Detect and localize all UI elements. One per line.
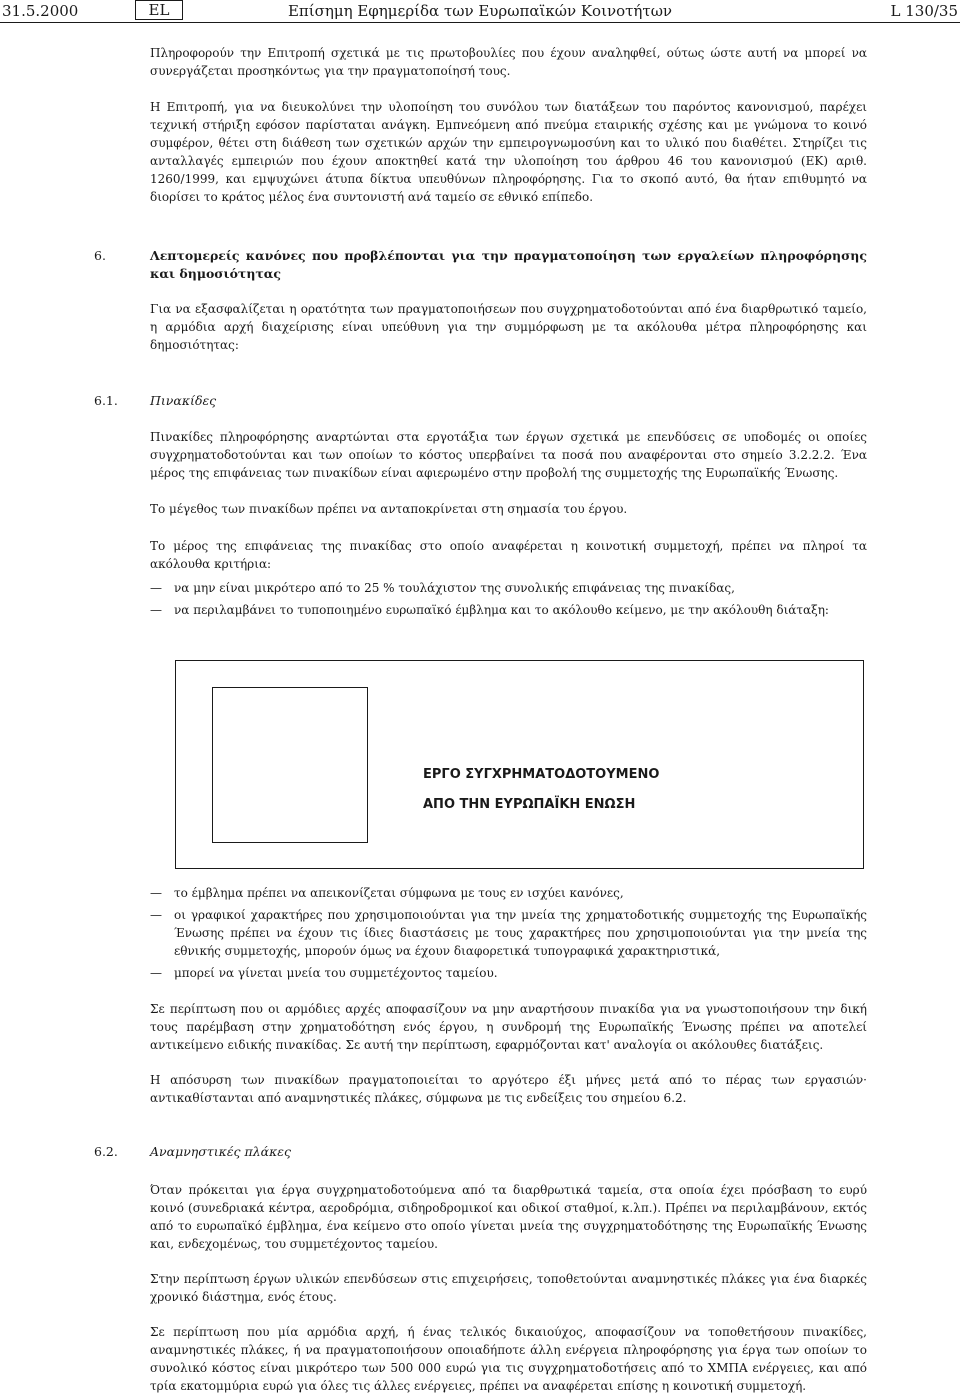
section-title: Πινακίδες (150, 393, 217, 408)
list-item: — το έμβλημα πρέπει να απεικονίζεται σύμφωνα με τους εν ισχύει κανόνες, (150, 886, 624, 900)
billboard-sample (175, 660, 864, 869)
language-badge: EL (135, 0, 183, 20)
section-6-2-paragraph-1: Όταν πρόκειται για έργα συγχρηματοδοτούμενα από τα διαρθρωτικά ταμεία, στα οποία έχει πρόσβαση το ευρύ κοινό (συνεδριακά κέντρα, αεροδρόμια, σιδηροδρομικοί και οδικοί σταθμοί, κ.λπ.). Πρέπει να περιλαμβάνουν, εκτός από το ευρωπαϊκό έμβλημα, ένα κείμενο στο οποίο γίνεται μνεία της συγχρηματοδότησης της Ευρωπαϊκής Ένωσης και, ενδεχομένως, του συμμετέχοντος ταμείου. (150, 1183, 867, 1251)
section-title: Αναμνηστικές πλάκες (150, 1144, 291, 1159)
list-item: — να περιλαμβάνει το τυποποιημένο ευρωπαϊκό έμβλημα και το ακόλουθο κείμενο, με την ακόλουθη διάταξη: (150, 603, 829, 617)
emblem-rules-list (150, 884, 867, 982)
publication-date: 31.5.2000 (2, 2, 79, 20)
dash-marker: — (150, 581, 162, 595)
intro-paragraph-1: Πληροφορούν την Επιτροπή σχετικά με τις πρωτοβουλίες που έχουν αναληφθεί, ούτως ώστε αυτή να μπορεί να συνεργάζεται προσηκόντως για την πραγματοποίησή τους. (150, 46, 867, 78)
section-6-2-paragraph-3: Σε περίπτωση που μία αρμόδια αρχή, ή ένας τελικός δικαιούχος, αποφασίζουν να τοποθετήσουν πινακίδες, αναμνηστικές πλάκες, ή να πραγματοποιήσουν οποιαδήποτε άλλη ενέργεια πληροφόρησης για έργα των οποίων το συνολικό κόστος είναι μικρότερο των 500 000 ευρώ για τις συγχρηματοδοτήσεις από το ΧΜΠΑ ενέργειες, και από τρία εκατομμύρια ευρώ για όλες τις άλλες ενέργειες, πρέπει να αναφέρεται επίσης η κοινοτική συμμετοχή. (150, 1325, 867, 1393)
list-item: — μπορεί να γίνεται μνεία του συμμετέχοντος ταμείου. (150, 966, 498, 980)
section-6-paragraph: Για να εξασφαλίζεται η ορατότητα των πραγματοποιήσεων που συγχρηματοδοτούνται από ένα διαρθρωτικό ταμείο, η αρμόδια αρχή διαχείρισης είναι υπεύθυνη για την συμμόρφωση με τα ακόλουθα μέτρα πληροφόρησης και δημοσιότητας: (150, 302, 867, 352)
page-number: L 130/35 (890, 2, 958, 20)
european-emblem-placeholder (212, 687, 368, 843)
dash-marker: — (150, 886, 162, 900)
section-number: 6.1. (94, 393, 118, 408)
header-divider (0, 22, 960, 23)
dash-marker: — (150, 908, 162, 922)
page-header (0, 0, 960, 24)
section-6-2-paragraph-2: Στην περίπτωση έργων υλικών επενδύσεων στις επιχειρήσεις, τοποθετούνται αναμνηστικές πλάκες για ένα διαρκές χρονικό διάστημα, ενός έτους. (150, 1272, 867, 1304)
section-6-1-paragraph-1: Πινακίδες πληροφόρησης αναρτώνται στα εργοτάξια των έργων σχετικά με επενδύσεις σε υποδομές οι οποίες συγχρηματοδοτούνται και των οποίων το κόστος υπερβαίνει τα ποσά που αναφέρονται στο σημείο 3.2.2.2. Ένα μέρος της επιφάνειας των πινακίδων είναι αφιερωμένο στην προβολή της συμμετοχής της Ευρωπαϊκής Ένωσης. (150, 430, 867, 480)
billboard-text-line-2: ΑΠΟ ΤΗΝ ΕΥΡΩΠΑΪΚΗ ΕΝΩΣΗ (423, 797, 636, 812)
section-title: Λεπτομερείς κανόνες που προβλέπονται για την πραγματοποίηση των εργαλείων πληροφόρησης και δημοσιότητας (150, 248, 867, 281)
list-item: — οι γραφικοί χαρακτήρες που χρησιμοποιούνται για την μνεία της χρηματοδοτικής συμμετοχής της Ευρωπαϊκής Ένωσης πρέπει να έχουν τις ίδιες διαστάσεις με τους χαρακτήρες που χρησιμοποιούνται για την μνεία της εθνικής συμμετοχής, μπορούν όμως να έχουν διαφορετικά τυπογραφικά χαρακτηριστικά, (150, 908, 867, 958)
criteria-list (150, 579, 867, 619)
dash-marker: — (150, 966, 162, 980)
section-6-1-paragraph-2: Το μέγεθος των πινακίδων πρέπει να ανταποκρίνεται στη σημασία του έργου. (150, 502, 628, 516)
section-6-1-paragraph-3: Το μέρος της επιφάνειας της πινακίδας στο οποίο αναφέρεται η κοινοτική συμμετοχή, πρέπει να πληροί τα ακόλουθα κριτήρια: (150, 539, 867, 571)
intro-paragraph-2: Η Επιτροπή, για να διευκολύνει την υλοποίηση του συνόλου των διατάξεων του παρόντος κανονισμού, παρέχει τεχνική στήριξη εφόσον παρίσταται ανάγκη. Εμπνεόμενη από πνεύμα εταιρικής σχέσης και με γνώμονα το κοινό συμφέρον, θέτει στη διάθεση των σχετικών αρχών την εμπειρογνωμοσύνη και το υλικό που διαθέτει. Στηρίζει τις ανταλλαγές εμπειριών που έχουν αποκτηθεί κατά την υλοποίηση του άρθρου 46 του κανονισμού (ΕΚ) αριθ. 1260/1999, και εμψυχώνει άτυπα δίκτυα υπευθύνων πληροφόρησης. Για το σκοπό αυτό, θα ήταν επιθυμητό να διορίσει το κράτος μέλος ένα συντονιστή ανά ταμείο σε εθνικό επίπεδο. (150, 100, 867, 204)
journal-title: Επίσημη Εφημερίδα των Ευρωπαϊκών Κοινοτήτων (287, 2, 673, 20)
dash-marker: — (150, 603, 162, 617)
list-item: — να μην είναι μικρότερο από το 25 % τουλάχιστον της συνολικής επιφάνειας της πινακίδας, (150, 581, 735, 595)
section-6-1-paragraph-5: Η απόσυρση των πινακίδων πραγματοποιείται το αργότερο έξι μήνες μετά από το πέρας των εργασιών· αντικαθίστανται από αναμνηστικές πλάκες, σύμφωνα με τις ενδείξεις του σημείου 6.2. (150, 1073, 867, 1105)
section-number: 6.2. (94, 1144, 118, 1159)
billboard-text-line-1: ΕΡΓΟ ΣΥΓΧΡΗΜΑΤΟΔΟΤΟΥΜΕΝΟ (423, 767, 660, 782)
section-number: 6. (94, 248, 106, 263)
section-6-1-paragraph-4: Σε περίπτωση που οι αρμόδιες αρχές αποφασίζουν να μην αναρτήσουν πινακίδα για να γνωστοποιήσουν την δική τους παρέμβαση στην χρηματοδότηση ενός έργου, η συνδρομή της Ευρωπαϊκής Ένωσης πρέπει να αποτελεί αντικείμενο ειδικής πινακίδας. Σε αυτή την περίπτωση, εφαρμόζονται κατ' αναλογία οι ακόλουθες διατάξεις. (150, 1002, 867, 1052)
